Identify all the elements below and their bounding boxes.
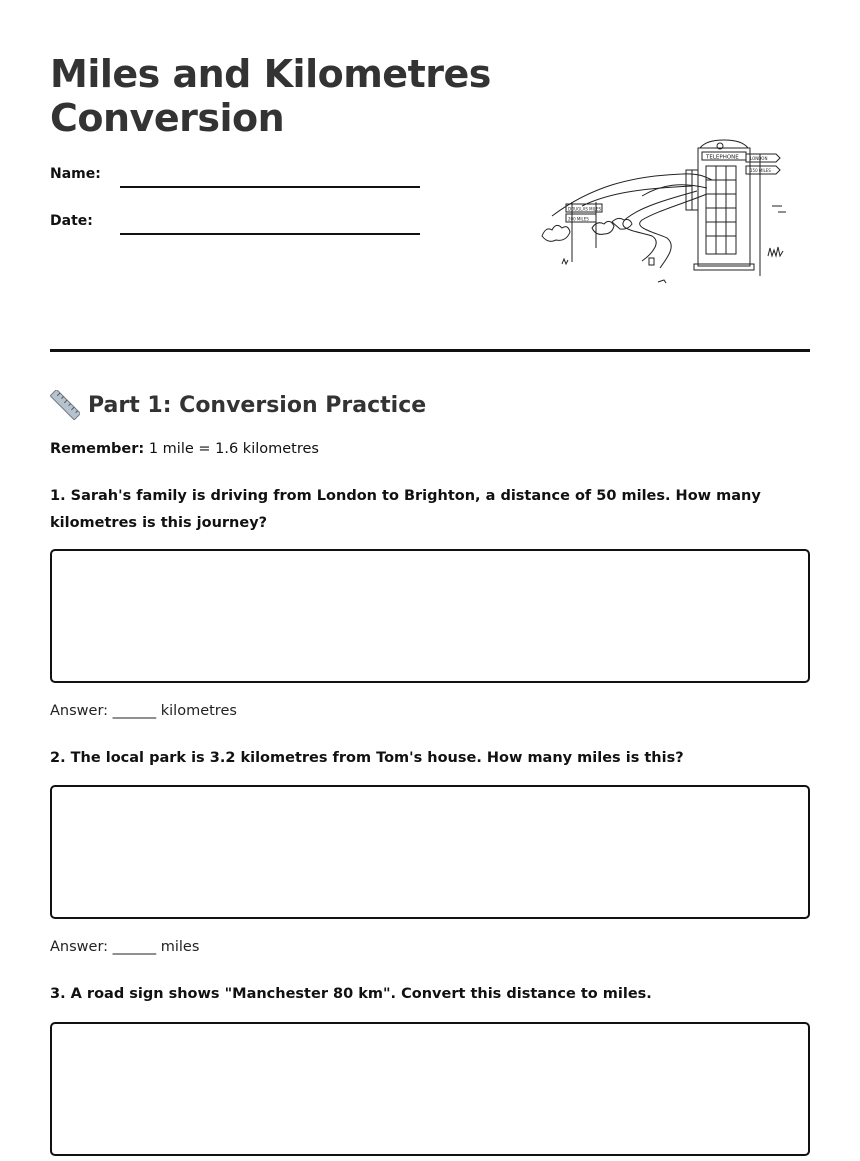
date-field-row	[50, 213, 420, 229]
right-sign-top-text: LONDON	[750, 156, 768, 161]
question-1: 1. Sarah's family is driving from London to Brighton, a distance of 50 miles. How many kilometres is this journey?	[50, 488, 761, 531]
answer-box-2[interactable]	[50, 785, 810, 919]
booth-sign-text: TELEPHONE	[706, 154, 739, 161]
remember-note	[50, 441, 319, 457]
answer-box-3[interactable]	[50, 1022, 810, 1156]
name-field-row	[50, 166, 420, 182]
telephone-box-countryside-illustration	[532, 136, 810, 292]
remember-label: Remember:	[50, 441, 145, 457]
left-sign-top-text: DOUGLAS MILES	[568, 206, 602, 212]
right-sign-bottom-text: 150 MILES	[750, 168, 771, 173]
left-sign-bottom-text: 200 MILES	[568, 216, 589, 222]
date-input-line[interactable]	[120, 233, 420, 235]
remember-text: 1 mile = 1.6 kilometres	[148, 441, 319, 457]
question-3: 3. A road sign shows "Manchester 80 km". Convert this distance to miles.	[50, 986, 652, 1002]
name-label: Name:	[50, 166, 101, 182]
page-title: Miles and Kilometres Conversion	[50, 52, 491, 140]
ruler-icon	[50, 390, 80, 420]
answer-line-1: Answer: ______ kilometres	[50, 703, 237, 719]
date-label: Date:	[50, 213, 93, 229]
name-input-line[interactable]	[120, 186, 420, 188]
question-2: 2. The local park is 3.2 kilometres from Tom's house. How many miles is this?	[50, 750, 684, 766]
answer-line-2: Answer: ______ miles	[50, 939, 200, 955]
part1-heading-text: Part 1: Conversion Practice	[88, 392, 427, 418]
answer-box-1[interactable]	[50, 549, 810, 683]
section-divider	[50, 349, 810, 352]
part1-heading	[50, 390, 426, 420]
